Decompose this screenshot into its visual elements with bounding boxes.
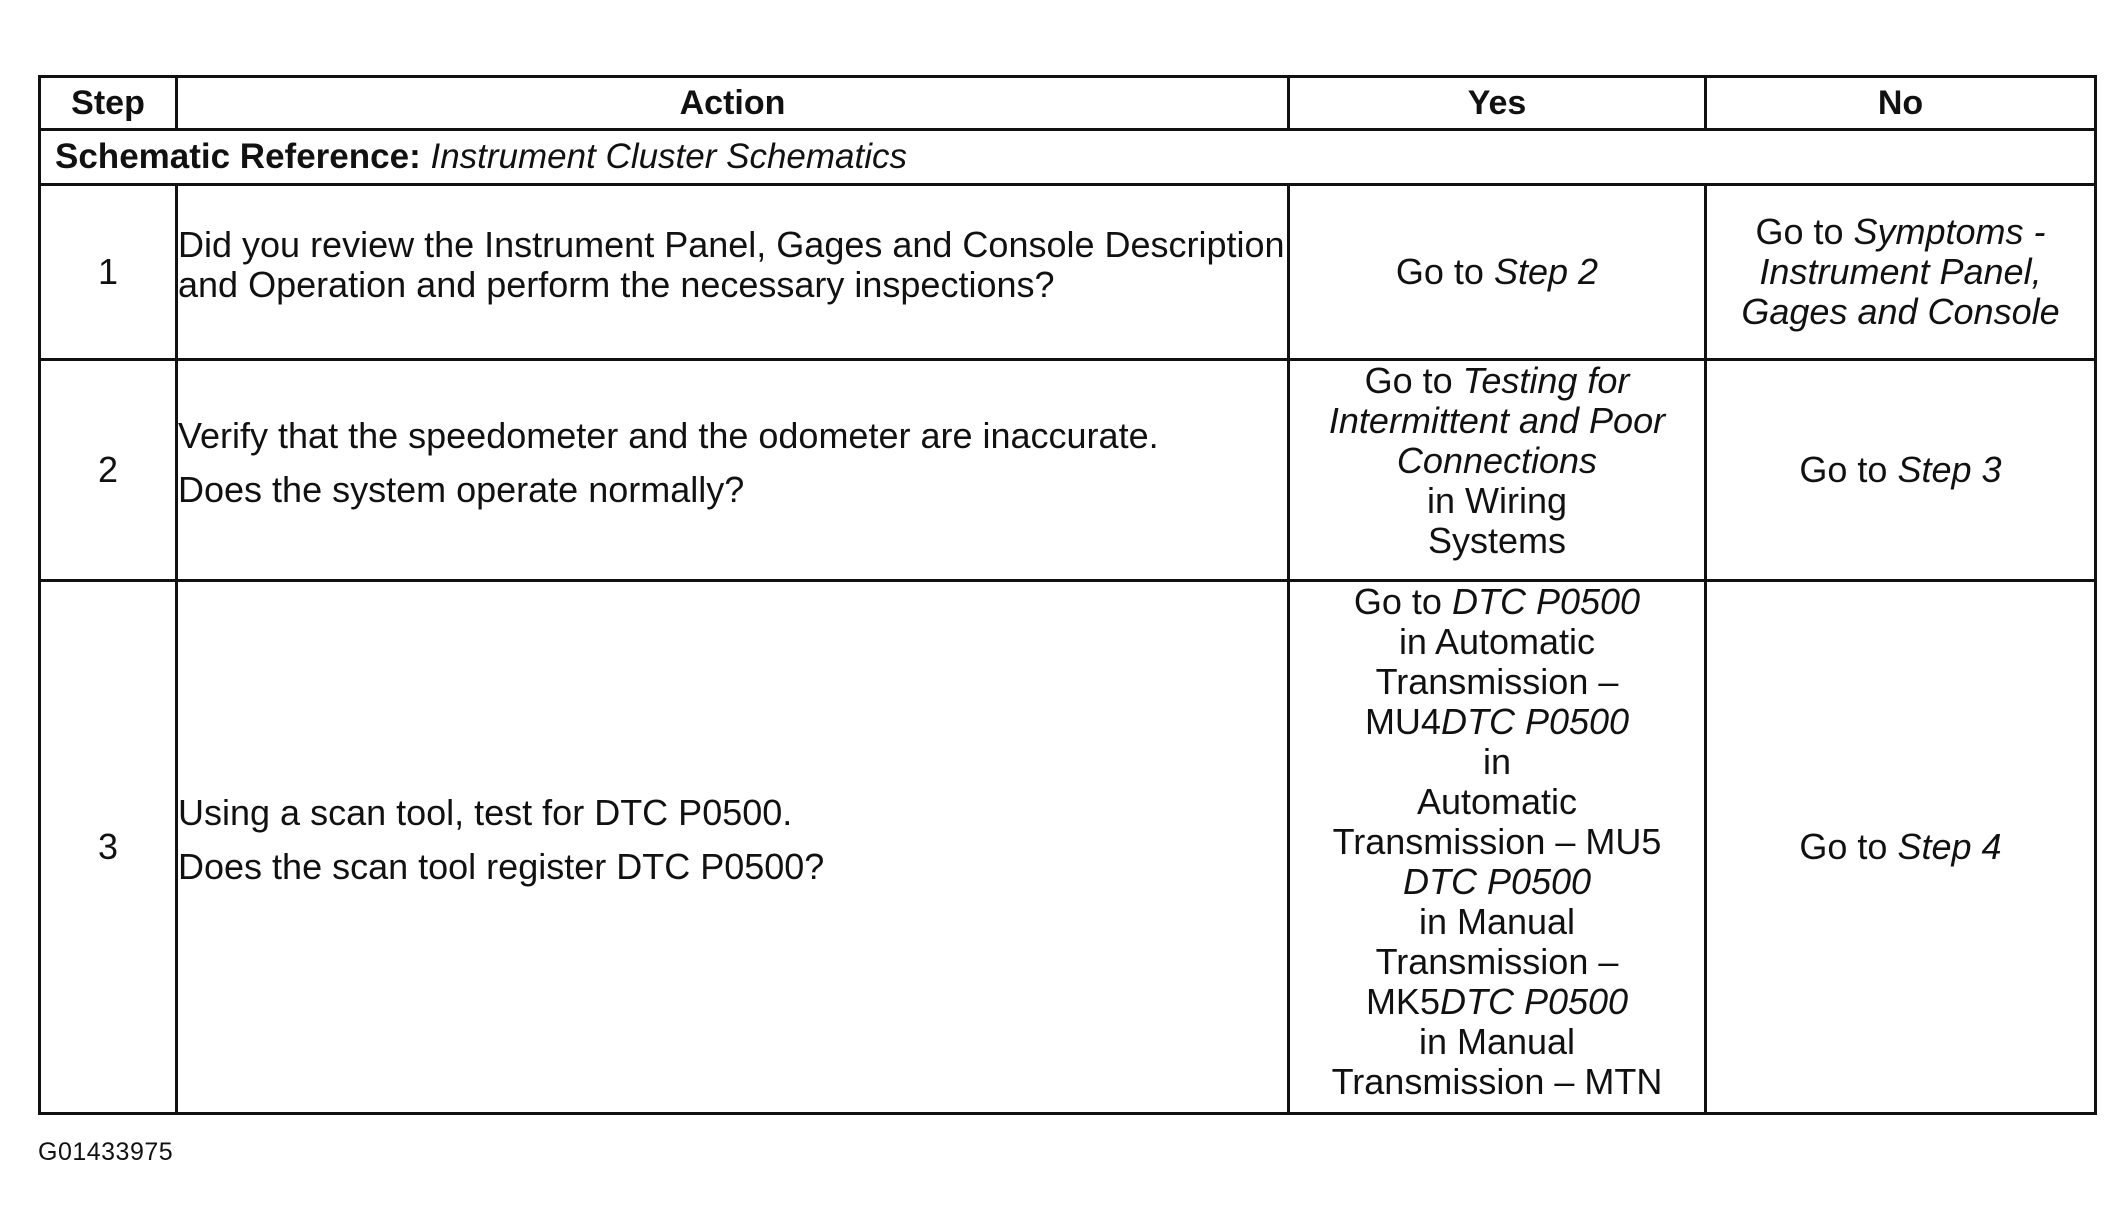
- no-link-symptoms-line3[interactable]: Gages and Console: [1741, 291, 2060, 332]
- header-no: No: [1706, 77, 2096, 130]
- action-cell: [177, 581, 1289, 1114]
- action-question: Does the system operate normally?: [178, 469, 745, 510]
- no-link-symptoms-line2[interactable]: Instrument Panel,: [1759, 251, 2042, 292]
- yes-text: in Automatic: [1398, 621, 1596, 662]
- table-header-row: [40, 77, 2096, 130]
- yes-cell: [1289, 185, 1706, 360]
- no-prefix: Go to: [1799, 449, 1888, 490]
- no-cell: [1706, 581, 2096, 1114]
- no-cell: [1706, 185, 2096, 360]
- yes-link-testing-line3[interactable]: Connections: [1396, 440, 1598, 481]
- yes-link-dtc-p0500-mu4[interactable]: DTC P0500: [1451, 581, 1641, 622]
- yes-cell: [1289, 581, 1706, 1114]
- yes-cell: [1289, 360, 1706, 581]
- yes-link-step-2[interactable]: Step 2: [1493, 251, 1599, 292]
- yes-link-dtc-p0500-mu5[interactable]: DTC P0500: [1440, 701, 1630, 742]
- yes-suffix-line2: Systems: [1427, 520, 1567, 561]
- header-yes: Yes: [1289, 77, 1706, 130]
- header-step: Step: [40, 77, 177, 130]
- yes-text: Transmission –: [1375, 661, 1619, 702]
- schematic-reference-cell: [40, 130, 2096, 185]
- yes-prefix: Go to: [1353, 581, 1442, 622]
- yes-link-testing[interactable]: Testing for: [1462, 360, 1630, 401]
- no-link-step-3[interactable]: Step 3: [1897, 449, 2002, 490]
- action-text: Using a scan tool, test for DTC P0500.: [178, 792, 793, 833]
- no-link-step-4[interactable]: Step 4: [1897, 826, 2002, 867]
- yes-suffix-line1: in Wiring: [1426, 480, 1568, 521]
- no-link-symptoms[interactable]: Symptoms -: [1853, 211, 2046, 252]
- yes-text: MU4: [1364, 701, 1441, 742]
- figure-id: G01433975: [38, 1138, 174, 1166]
- step-number: 3: [40, 581, 177, 1114]
- schematic-reference-row: [40, 130, 2096, 185]
- yes-text: MK5: [1365, 981, 1440, 1022]
- action-cell: [177, 185, 1289, 360]
- yes-text: in Manual: [1418, 901, 1576, 942]
- action-text: Did you review the Instrument Panel, Gages and Console Description and Operation and perform the necessary inspections?: [178, 224, 1285, 305]
- yes-link-dtc-p0500-mk5[interactable]: DTC P0500: [1402, 861, 1592, 902]
- table-row: [40, 360, 2096, 581]
- step-number: 1: [40, 185, 177, 360]
- step-number: 2: [40, 360, 177, 581]
- yes-text: Transmission – MTN: [1331, 1061, 1663, 1102]
- header-action: Action: [177, 77, 1289, 130]
- action-text: Verify that the speedometer and the odometer are inaccurate.: [178, 415, 1159, 456]
- yes-text: Automatic: [1416, 781, 1578, 822]
- yes-text: Transmission – MU5: [1332, 821, 1662, 862]
- yes-link-dtc-p0500-mtn[interactable]: DTC P0500: [1439, 981, 1629, 1022]
- diagnostic-table: [38, 75, 2097, 1115]
- yes-prefix: Go to: [1364, 360, 1453, 401]
- action-question: Does the scan tool register DTC P0500?: [178, 846, 825, 887]
- no-prefix: Go to: [1799, 826, 1888, 867]
- yes-prefix: Go to: [1395, 251, 1484, 292]
- yes-text: in: [1482, 741, 1512, 782]
- yes-text: in Manual: [1418, 1021, 1576, 1062]
- action-cell: [177, 360, 1289, 581]
- no-prefix: Go to: [1755, 211, 1844, 252]
- no-cell: [1706, 360, 2096, 581]
- yes-link-testing-line2[interactable]: Intermittent and Poor: [1328, 400, 1666, 441]
- schematic-reference-label: Schematic Reference:: [55, 137, 421, 176]
- yes-text: Transmission –: [1375, 941, 1619, 982]
- table-row: [40, 185, 2096, 360]
- table-row: [40, 581, 2096, 1114]
- schematic-reference-link[interactable]: Instrument Cluster Schematics: [430, 137, 908, 176]
